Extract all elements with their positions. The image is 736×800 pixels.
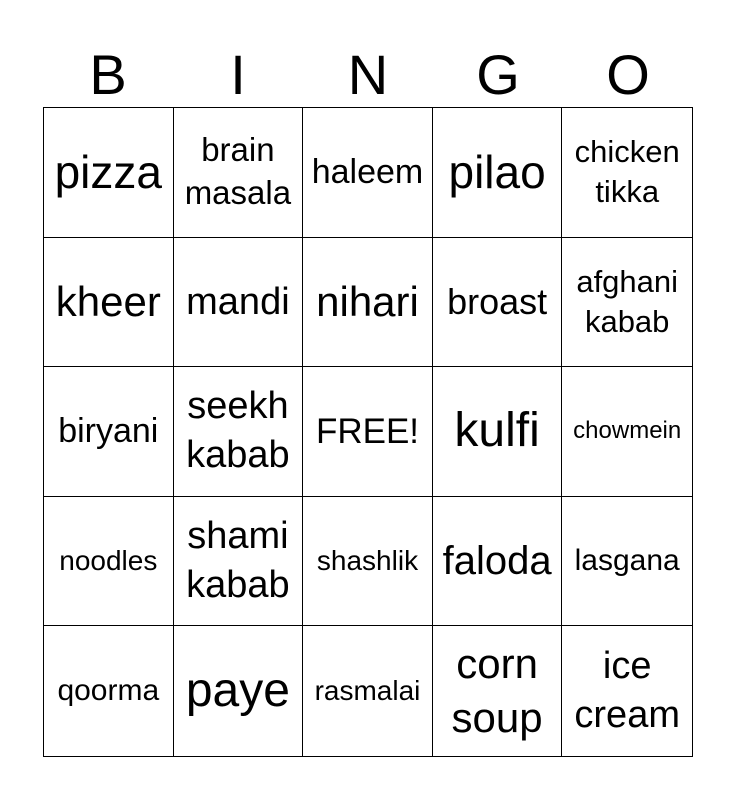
header-letter-i: I [230, 43, 246, 106]
bingo-cell[interactable] [562, 108, 692, 238]
free-space-cell[interactable] [303, 367, 433, 497]
header-letter-b: B [89, 43, 127, 106]
header-letter-g: G [476, 43, 520, 106]
bingo-cell[interactable] [562, 497, 692, 627]
bingo-cell[interactable] [562, 367, 692, 497]
bingo-cell[interactable] [174, 626, 304, 756]
bingo-cell[interactable] [433, 497, 563, 627]
bingo-cell-label: chowmein [573, 417, 682, 445]
bingo-cell[interactable] [303, 238, 433, 368]
bingo-cell-label: brain masala [184, 131, 292, 212]
bingo-cell[interactable] [433, 367, 563, 497]
bingo-cell[interactable] [174, 497, 304, 627]
bingo-cell-label: afghani kabab [576, 263, 679, 339]
bingo-cell-label: rasmalai [314, 675, 421, 707]
bingo-cell-label: lasgana [574, 544, 680, 578]
bingo-cell[interactable] [303, 108, 433, 238]
bingo-cell[interactable] [44, 108, 174, 238]
bingo-cell-label: haleem [311, 153, 424, 192]
bingo-cell-label: ice cream [574, 644, 680, 737]
bingo-cell[interactable] [433, 238, 563, 368]
bingo-cell-label: kheer [55, 277, 161, 325]
header-letter-n: N [347, 43, 389, 106]
header-letter-o: O [606, 43, 650, 106]
bingo-cell[interactable] [562, 238, 692, 368]
bingo-cell[interactable] [174, 108, 304, 238]
bingo-cell-label: pizza [54, 146, 162, 199]
bingo-cell[interactable] [562, 626, 692, 756]
bingo-cell[interactable] [44, 238, 174, 368]
bingo-cell-label: shashlik [316, 545, 419, 577]
bingo-cell-label: biryani [58, 412, 159, 451]
bingo-cell-label: shami kabab [186, 514, 290, 607]
bingo-cell[interactable] [44, 497, 174, 627]
bingo-cell[interactable] [174, 238, 304, 368]
bingo-cell[interactable] [44, 367, 174, 497]
bingo-cell-label: pilao [448, 146, 546, 199]
bingo-cell-label: broast [447, 280, 548, 322]
bingo-cell-label: seekh kabab [186, 385, 290, 477]
bingo-cell[interactable] [44, 626, 174, 756]
bingo-cell[interactable] [433, 626, 563, 756]
bingo-cell-label: nihari [316, 277, 419, 325]
bingo-cell[interactable] [174, 367, 304, 497]
bingo-cell[interactable] [433, 108, 563, 238]
bingo-cell-label: noodles [59, 545, 158, 577]
bingo-cell-label: FREE! [315, 411, 420, 451]
bingo-cell-label: corn soup [451, 639, 543, 742]
bingo-cell[interactable] [303, 626, 433, 756]
bingo-cell-label: paye [185, 664, 290, 718]
bingo-header [43, 44, 693, 106]
bingo-cell-label: qoorma [57, 674, 160, 708]
bingo-board [43, 107, 693, 757]
bingo-cell-label: kulfi [454, 404, 540, 458]
bingo-cell-label: faloda [442, 539, 552, 584]
bingo-cell-label: chicken tikka [574, 134, 680, 210]
bingo-cell-label: mandi [186, 280, 290, 323]
bingo-cell[interactable] [303, 497, 433, 627]
